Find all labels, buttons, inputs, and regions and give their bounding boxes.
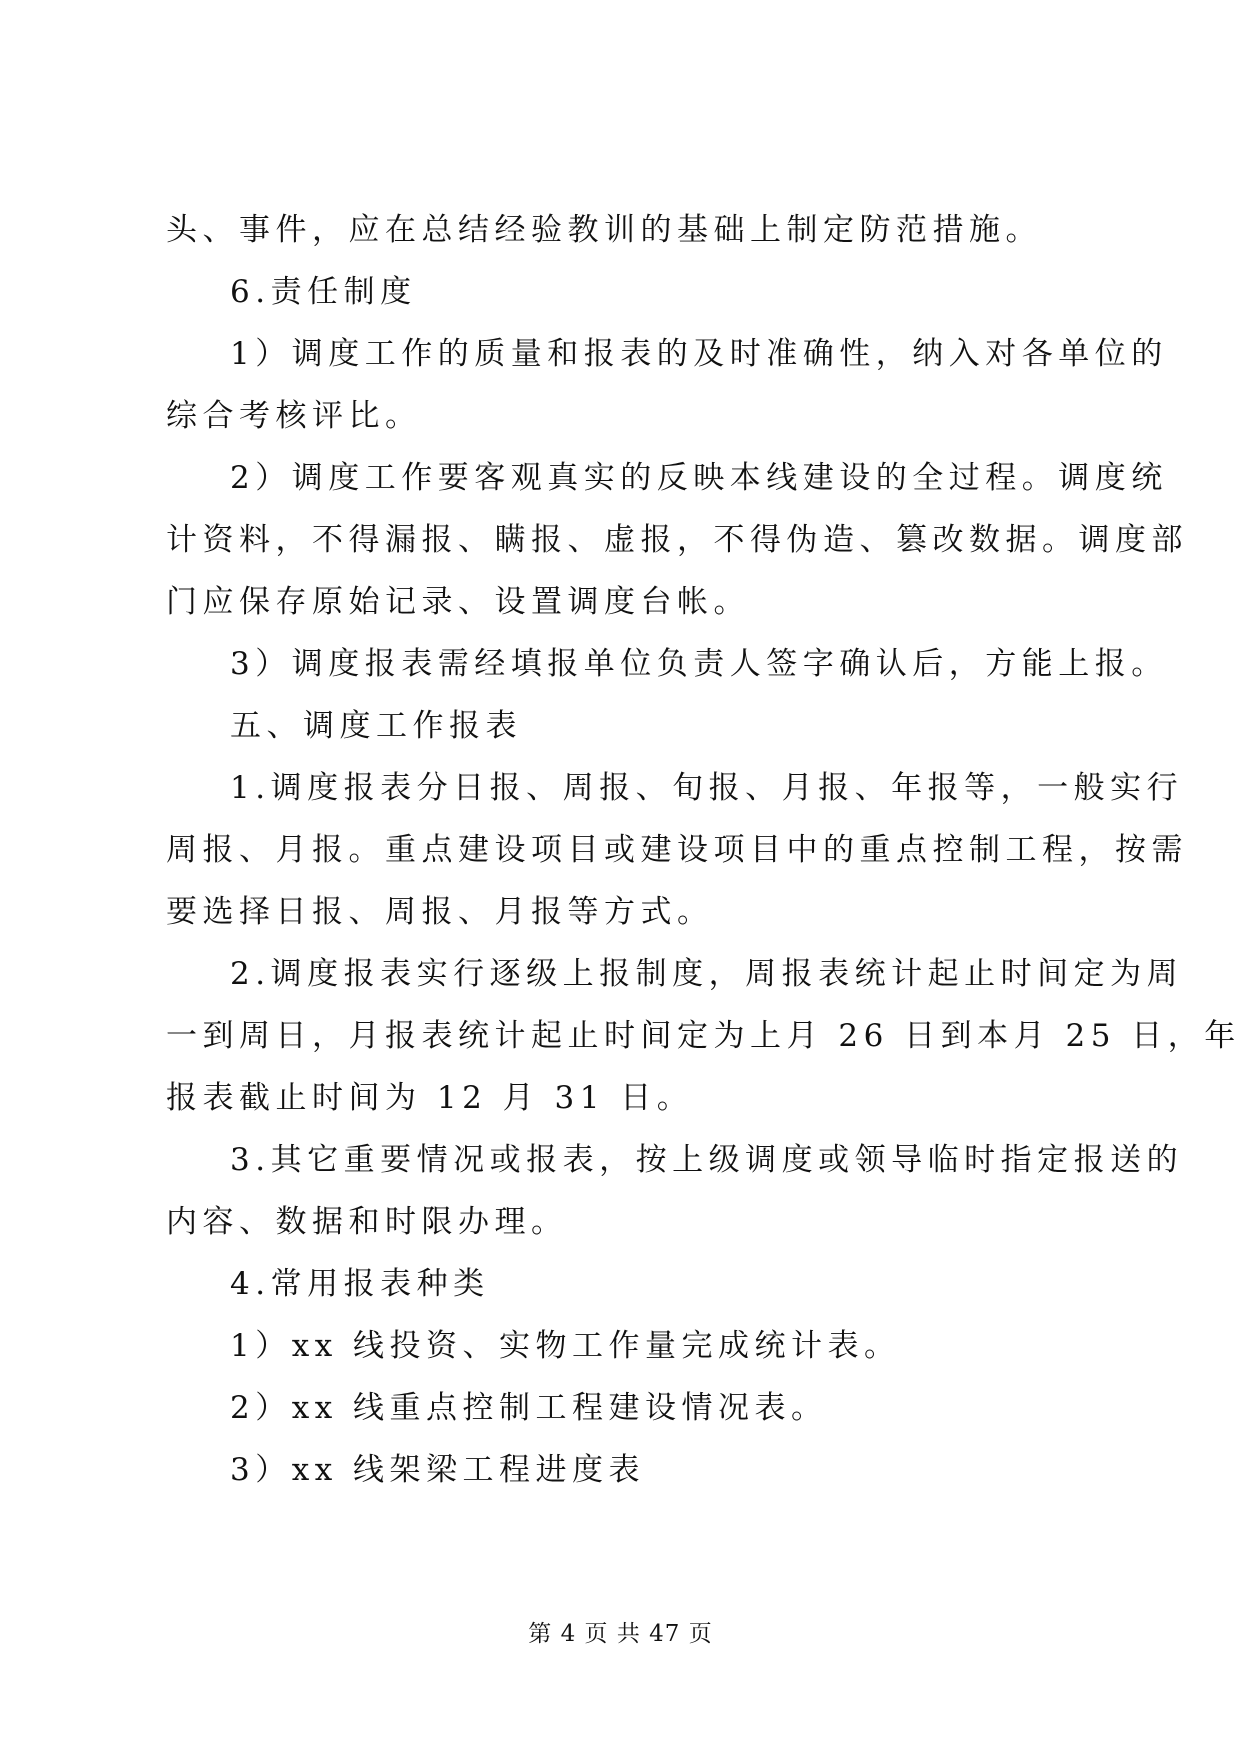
text-line: 门应保存原始记录、设置调度台帐。 <box>166 584 750 620</box>
text-line: 一到周日，月报表统计起止时间定为上月 26 日到本月 25 日，年 <box>166 1018 1241 1054</box>
text-line: 3）调度报表需经填报单位负责人签字确认后，方能上报。 <box>230 646 1168 682</box>
text-line: 综合考核评比。 <box>166 398 422 434</box>
document-body <box>166 208 1241 1510</box>
text-line: 1.调度报表分日报、周报、旬报、月报、年报等，一般实行 <box>230 770 1184 806</box>
text-line: 3.其它重要情况或报表，按上级调度或领导临时指定报送的 <box>230 1142 1184 1178</box>
text-line: 4.常用报表种类 <box>230 1266 490 1302</box>
text-line: 报表截止时间为 12 月 31 日。 <box>166 1080 694 1116</box>
section-heading: 五、调度工作报表 <box>230 708 522 744</box>
text-line: 2.调度报表实行逐级上报制度，周报表统计起止时间定为周 <box>230 956 1184 992</box>
text-line: 要选择日报、周报、月报等方式。 <box>166 894 714 930</box>
text-line: 1）调度工作的质量和报表的及时准确性，纳入对各单位的 <box>230 336 1168 372</box>
list-item: 1）xx 线投资、实物工作量完成统计表。 <box>230 1328 901 1364</box>
list-item: 3）xx 线架梁工程进度表 <box>230 1452 646 1488</box>
text-line: 头、事件，应在总结经验教训的基础上制定防范措施。 <box>166 212 1042 248</box>
page-number-footer: 第 4 页 共 47 页 <box>528 1621 713 1647</box>
text-line: 周报、月报。重点建设项目或建设项目中的重点控制工程，按需 <box>166 832 1188 868</box>
text-line: 内容、数据和时限办理。 <box>166 1204 568 1240</box>
text-line: 6.责任制度 <box>230 274 417 310</box>
text-line: 计资料，不得漏报、瞒报、虚报，不得伪造、篡改数据。调度部 <box>166 522 1188 558</box>
list-item: 2）xx 线重点控制工程建设情况表。 <box>230 1390 828 1426</box>
text-line: 2）调度工作要客观真实的反映本线建设的全过程。调度统 <box>230 460 1168 496</box>
